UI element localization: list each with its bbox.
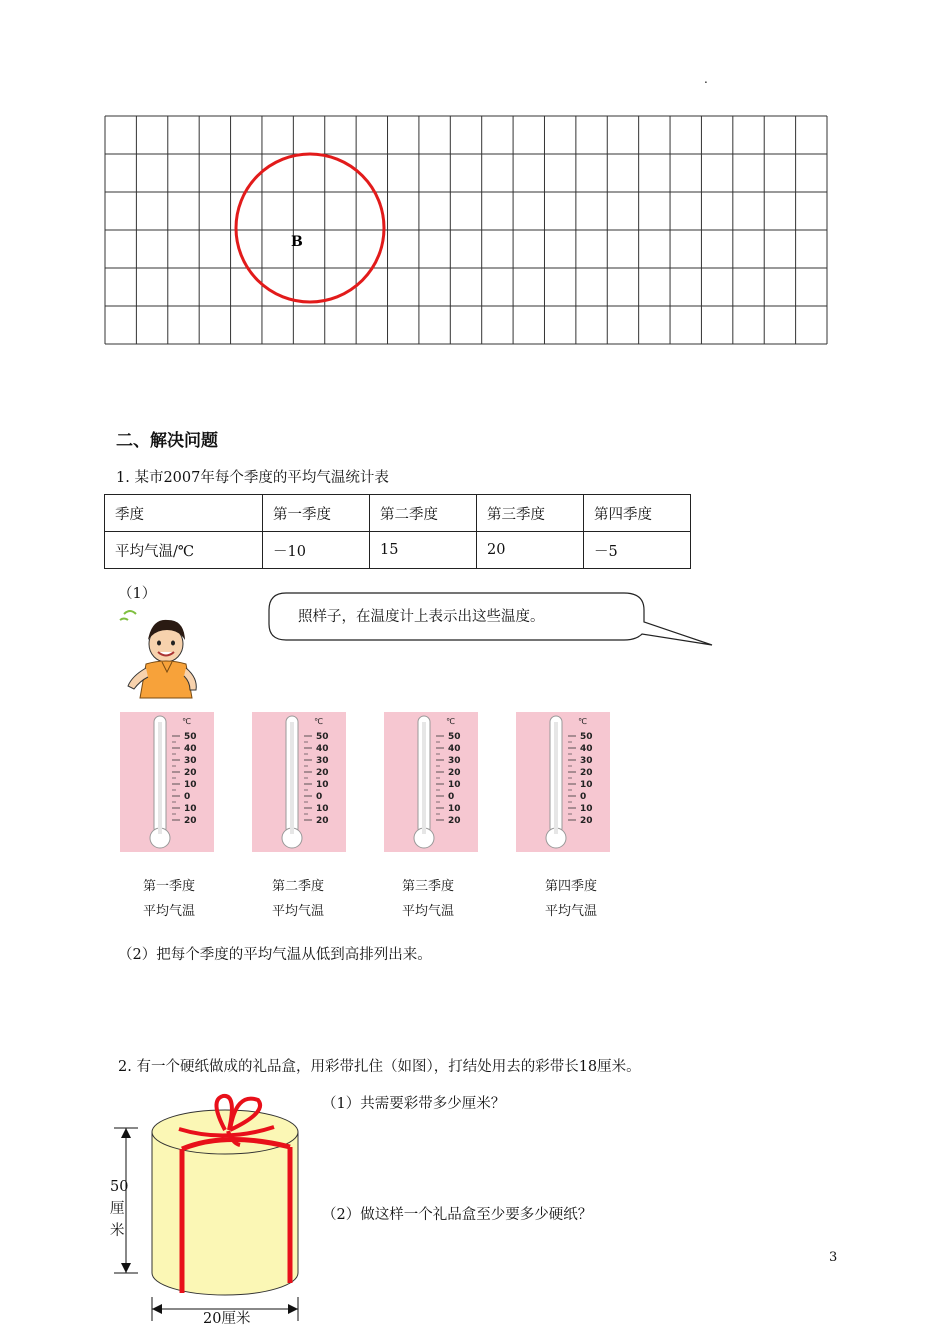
thermometer-unit: ℃	[578, 717, 587, 726]
thermometer-scale-label: 20	[448, 768, 461, 778]
header-dot: .	[704, 72, 708, 86]
thermometer-scale-label: 0	[448, 792, 455, 802]
thermometer-core	[158, 722, 162, 834]
thermometer-scale-label: 20	[316, 768, 329, 778]
thermometer-scale-label: 10	[316, 780, 329, 790]
thermometer-scale-label: 40	[184, 744, 197, 754]
cylinder-top	[152, 1110, 298, 1154]
table-row	[105, 495, 691, 532]
thermometer-scale-label: 40	[580, 744, 593, 754]
thermometer-scale-label: 50	[580, 732, 593, 742]
height-label-unit: 米	[110, 1223, 125, 1239]
grid-lines	[105, 116, 827, 344]
q1-title: 1. 某市2007年每个季度的平均气温统计表	[116, 470, 389, 486]
table-header-cell: 第三季度	[477, 495, 584, 532]
boy-illustration	[112, 606, 222, 706]
page-number: 3	[829, 1250, 838, 1265]
thermo-label-line: 平均气温	[271, 904, 324, 919]
table-header-cell: 第四季度	[584, 495, 691, 532]
q2-part2: （2）做这样一个礼品盒至少要多少硬纸？	[322, 1207, 593, 1223]
thermometer-scale-label: 40	[316, 744, 329, 754]
cylinder-side	[152, 1132, 298, 1295]
thermometer-4	[516, 712, 610, 852]
thermometer-scale-label: 20	[448, 816, 461, 826]
thermometer-core	[554, 722, 558, 834]
thermometer-scale-label: 0	[316, 792, 323, 802]
thermo-label-3	[383, 874, 473, 924]
speech-text: 照样子，在温度计上表示出这些温度。	[298, 609, 545, 625]
gift-box-figure	[104, 1085, 314, 1337]
thermo-label-1	[124, 874, 214, 924]
thermometer-scale-label: 20	[316, 816, 329, 826]
thermometer-scale-label: 20	[184, 768, 197, 778]
thermometer-scale-label: 30	[184, 756, 197, 766]
thermometer-core	[290, 722, 294, 834]
thermo-label-line: 平均气温	[544, 904, 597, 919]
thermometer-3	[384, 712, 478, 852]
thermo-label-line: 第二季度	[271, 879, 324, 894]
red-circle	[236, 154, 384, 302]
thermo-label-line: 平均气温	[142, 904, 195, 919]
thermometer-scale-label: 50	[184, 732, 197, 742]
thermometer-scale-label: 10	[316, 804, 329, 814]
table-row	[105, 532, 691, 569]
thermometer-scale-label: 20	[580, 768, 593, 778]
thermo-label-4	[526, 874, 616, 924]
thermometer-scale-label: 0	[184, 792, 191, 802]
thermometer-unit: ℃	[314, 717, 323, 726]
thermometer-scale-label: 10	[184, 804, 197, 814]
height-label	[110, 1176, 128, 1242]
thermometer-scale-label: 0	[580, 792, 587, 802]
height-label-num: 50	[110, 1179, 129, 1195]
section-title: 二、解决问题	[116, 431, 218, 451]
thermometer-scale-label: 40	[448, 744, 461, 754]
thermometer-scale-label: 50	[316, 732, 329, 742]
cylinder-body	[152, 1096, 298, 1295]
thermometer-scale-label: 50	[448, 732, 461, 742]
table-cell: 20	[477, 532, 584, 569]
thermometer-2	[252, 712, 346, 852]
q2-title: 2. 有一个硬纸做成的礼品盒，用彩带扎住（如图），打结处用去的彩带长18厘米。	[118, 1059, 641, 1075]
thermometer-scale-label: 20	[184, 816, 197, 826]
q1-part1-label: （1）	[118, 586, 157, 602]
thermometer-scale-label: 30	[580, 756, 593, 766]
thermo-label-line: 第四季度	[544, 879, 597, 894]
height-label-unit: 厘	[110, 1201, 125, 1217]
table-cell: 平均气温/℃	[105, 532, 263, 569]
thermometer-1	[120, 712, 214, 852]
thermo-label-line: 第三季度	[401, 879, 454, 894]
table-header-cell: 季度	[105, 495, 263, 532]
thermometer-scale-label: 20	[580, 816, 593, 826]
temperature-table	[104, 494, 691, 569]
thermometer-core	[422, 722, 426, 834]
thermo-label-line: 第一季度	[142, 879, 195, 894]
thermometer-scale-label: 30	[448, 756, 461, 766]
thermometer-unit: ℃	[446, 717, 455, 726]
thermometer-scale-label: 10	[580, 804, 593, 814]
thermometer-scale-label: 10	[580, 780, 593, 790]
thermometer-unit: ℃	[182, 717, 191, 726]
grid-figure	[104, 115, 828, 345]
table-cell: －5	[584, 532, 691, 569]
table-cell: －10	[263, 532, 370, 569]
thermometer-scale-label: 10	[448, 804, 461, 814]
table-header-cell: 第一季度	[263, 495, 370, 532]
point-b-label: B	[291, 234, 303, 250]
thermo-label-2	[253, 874, 343, 924]
table-header-cell: 第二季度	[370, 495, 477, 532]
thermometer-scale-label: 10	[448, 780, 461, 790]
table-cell: 15	[370, 532, 477, 569]
diameter-label: 20厘米	[203, 1311, 251, 1327]
thermometer-scale-label: 30	[316, 756, 329, 766]
thermometer-scale-label: 10	[184, 780, 197, 790]
q1-part2: （2）把每个季度的平均气温从低到高排列出来。	[118, 947, 432, 963]
q2-part1: （1）共需要彩带多少厘米？	[322, 1096, 506, 1112]
thermo-label-line: 平均气温	[401, 904, 454, 919]
